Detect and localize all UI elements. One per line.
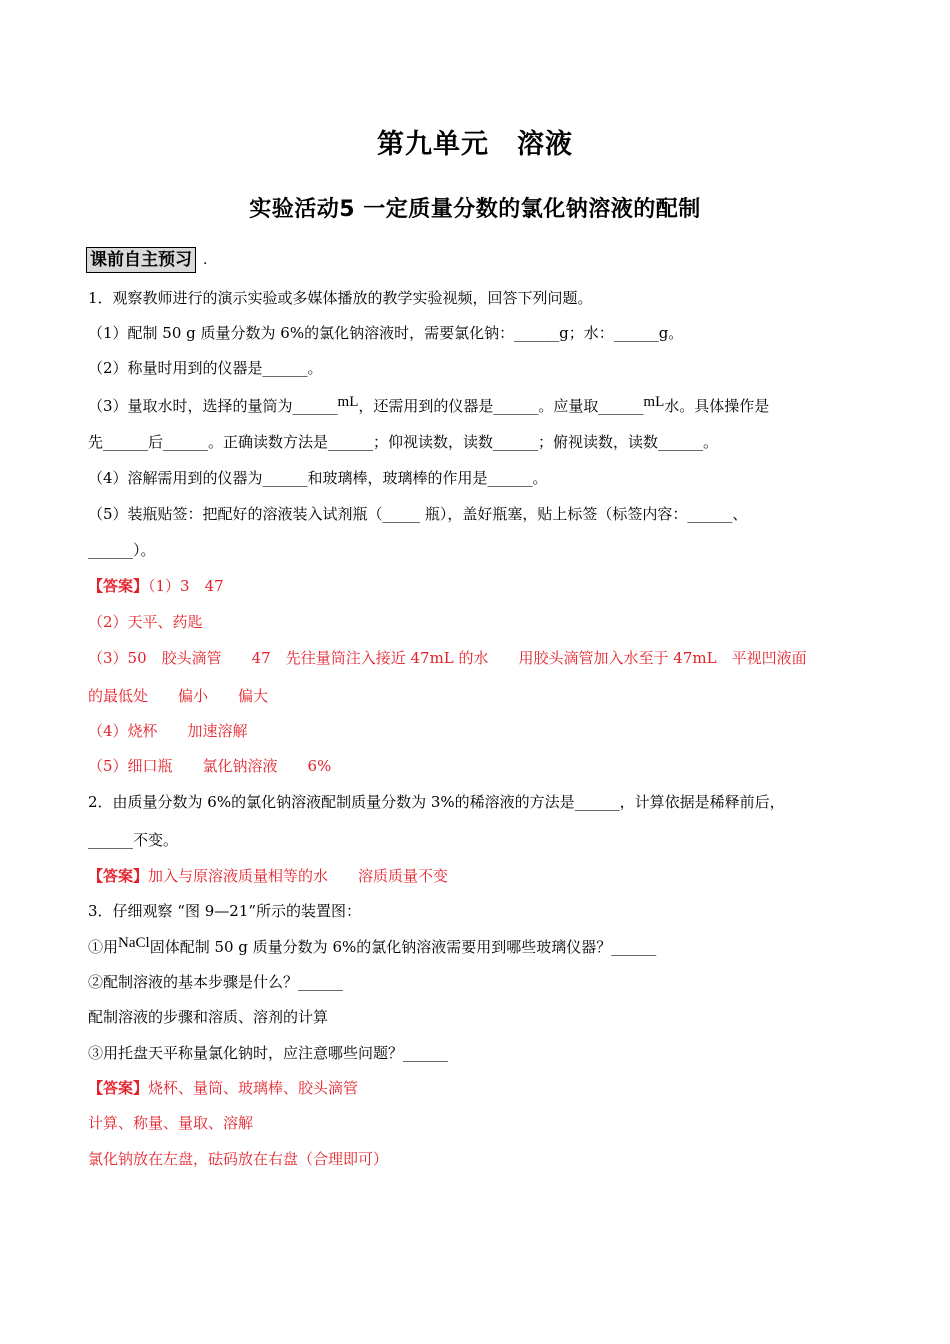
q1-answer-5: （5）细口瓶 氯化钠溶液 6% xyxy=(88,757,332,775)
section-heading-preview: 课前自主预习 xyxy=(86,247,196,273)
q3-sub3: ③用托盘天平称量氯化钠时，应注意哪些问题？______ xyxy=(88,1044,449,1062)
q3-sub2: ②配制溶液的基本步骤是什么？______ xyxy=(88,973,344,991)
q3-sub1 xyxy=(88,937,656,958)
answer-text: 加入与原溶液质量相等的水 溶质质量不变 xyxy=(148,867,449,885)
q3-sub1-b: 固体配制 50 g 质量分数为 6%的氯化钠溶液需要用到哪些玻璃仪器？______ xyxy=(149,938,657,956)
q3-sub2-note: 配制溶液的步骤和溶质、溶剂的计算 xyxy=(88,1008,329,1026)
answer-text: 烧杯、量筒、玻璃棒、胶头滴管 xyxy=(148,1079,359,1097)
q3-answer-1 xyxy=(88,1078,358,1098)
q1-answer-2: （2）天平、药匙 xyxy=(88,613,203,631)
q1-unit-ml-2: mL xyxy=(643,394,665,410)
q3-sub1-a: ①用 xyxy=(88,938,119,956)
q2-line2: ______不变。 xyxy=(88,831,179,849)
q1-part3 xyxy=(88,396,769,417)
answer-text: （1）3 47 xyxy=(148,577,224,595)
q1-part2: （2）称量时用到的仪器是______。 xyxy=(88,359,323,377)
q1-unit-ml-1: mL xyxy=(337,394,359,410)
q1-answer-3-cont: 的最低处 偏小 偏大 xyxy=(88,687,269,705)
section-heading-trailing: . xyxy=(203,252,208,268)
q1-part5: （5）装瓶贴签：把配好的溶液装入试剂瓶（_____ 瓶），盖好瓶塞，贴上标签（标签内容：______、 xyxy=(88,505,748,523)
chem-formula-nacl: NaCl xyxy=(118,935,150,951)
q1-intro: 1．观察教师进行的演示实验或多媒体播放的教学实验视频，回答下列问题。 xyxy=(88,289,593,307)
q1-answer-1 xyxy=(88,576,224,596)
q1-part3-b: ，还需用到的仪器是______。应量取______ xyxy=(358,397,644,415)
q1-part4: （4）溶解需用到的仪器为______和玻璃棒，玻璃棒的作用是______。 xyxy=(88,469,548,487)
q1-part5-cont: ______）。 xyxy=(88,541,156,559)
q1-answer-3: （3）50 胶头滴管 47 先往量筒注入接近 47mL 的水 用胶头滴管加入水至于 47mL 平视凹液面 xyxy=(88,649,807,667)
answer-label: 【答案】 xyxy=(88,867,149,885)
answer-label: 【答案】 xyxy=(88,577,149,595)
q1-part3-a: （3）量取水时，选择的量筒为______ xyxy=(88,397,338,415)
q2-answer xyxy=(88,866,448,886)
q1-answer-4: （4）烧杯 加速溶解 xyxy=(88,722,248,740)
q1-part1: （1）配制 50 g 质量分数为 6%的氯化钠溶液时，需要氯化钠：______g；水：______g。 xyxy=(88,324,684,342)
q1-part3-c: 水。具体操作是 xyxy=(664,397,770,415)
q3-intro: 3．仔细观察 “图 9—21”所示的装置图： xyxy=(88,902,362,920)
answer-label: 【答案】 xyxy=(88,1079,149,1097)
q2-line1: 2．由质量分数为 6%的氯化钠溶液配制质量分数为 3%的稀溶液的方法是______，计算依据是稀释前后， xyxy=(88,793,785,811)
q1-part3-cont: 先______后______。正确读数方法是______；仰视读数，读数______；俯视读数，读数______。 xyxy=(88,433,719,451)
q3-answer-2: 计算、称量、量取、溶解 xyxy=(88,1114,254,1132)
activity-title: 实验活动5 一定质量分数的氯化钠溶液的配制 xyxy=(249,197,701,222)
unit-title: 第九单元 溶液 xyxy=(377,129,573,160)
q3-answer-3: 氯化钠放在左盘，砝码放在右盘（合理即可） xyxy=(88,1150,389,1168)
